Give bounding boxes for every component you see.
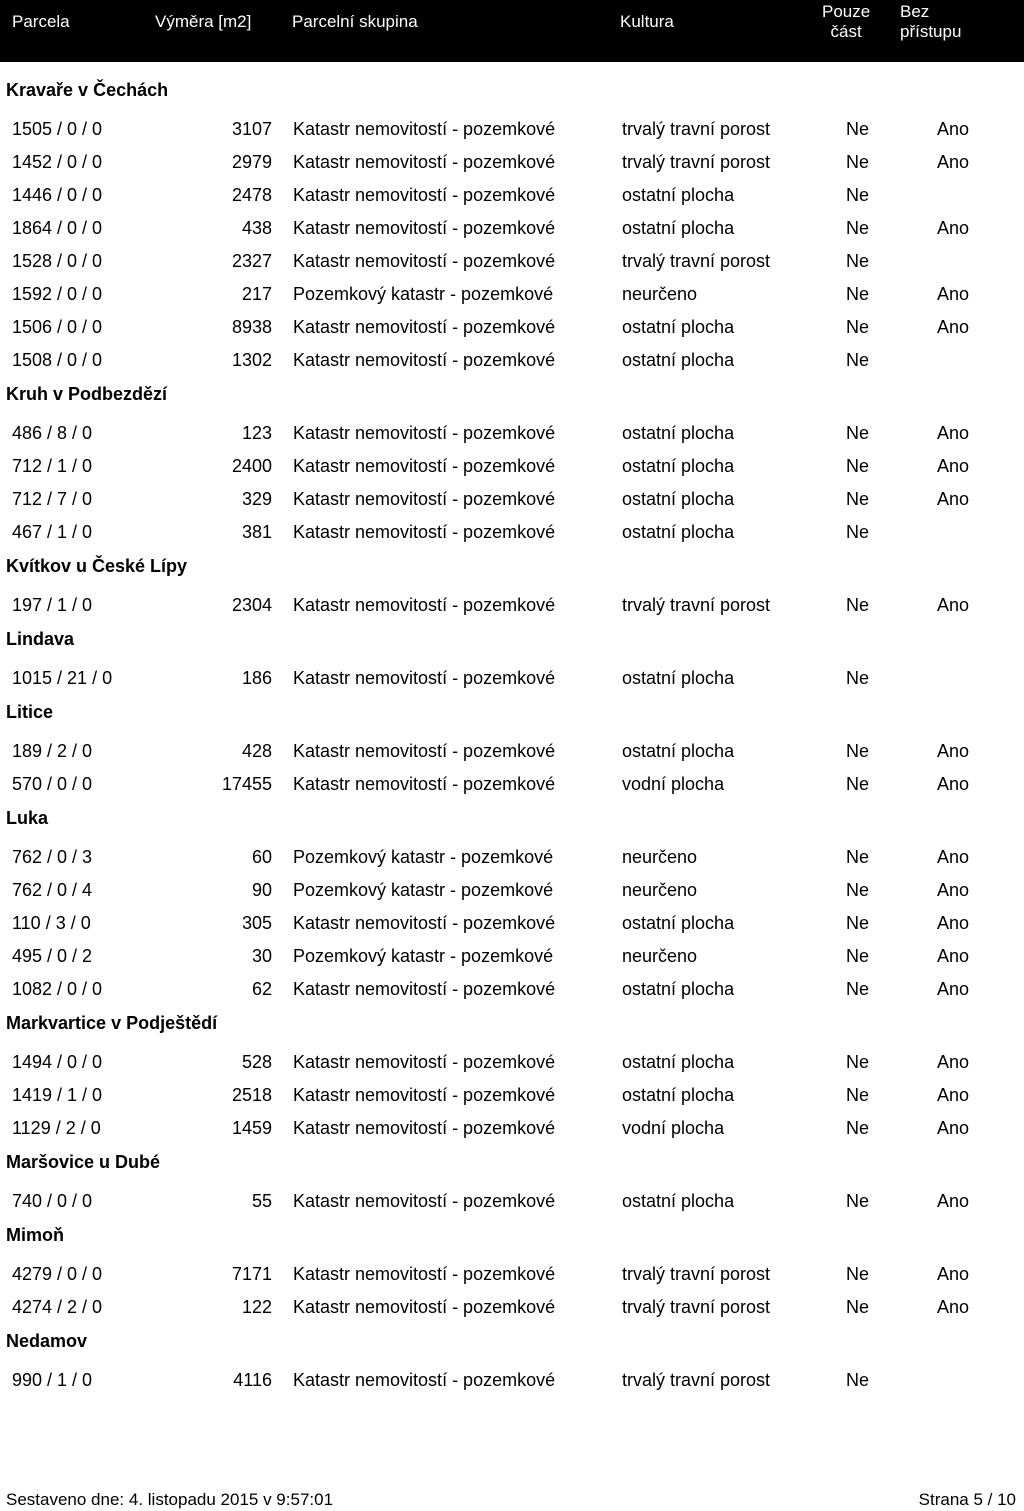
- table-header: [0, 0, 1024, 62]
- cell-bez: Ano: [937, 1085, 970, 1105]
- cell-parcela: 110 / 3 / 0: [12, 913, 91, 933]
- cell-pouze: Ne: [846, 456, 870, 476]
- cell-kultura: neurčeno: [622, 880, 698, 900]
- cell-parcela: 486 / 8 / 0: [12, 423, 93, 443]
- cell-pouze: Ne: [846, 913, 870, 933]
- cell-vymera: 2400: [231, 456, 272, 476]
- cell-kultura: trvalý travní porost: [622, 1297, 771, 1317]
- cell-parcela: 570 / 0 / 0: [12, 774, 93, 794]
- parcel-row: [0, 182, 1024, 215]
- header-kultura: Kultura: [620, 12, 674, 31]
- cell-skupina: Katastr nemovitostí - pozemkové: [293, 456, 556, 476]
- footer-date: Sestaveno dne: 4. listopadu 2015 v 9:57:01: [6, 1490, 334, 1509]
- cell-vymera: 381: [241, 522, 272, 542]
- cell-pouze: Ne: [846, 317, 870, 337]
- parcel-row: [0, 1049, 1024, 1082]
- cell-bez: Ano: [937, 1052, 970, 1072]
- cell-vymera: 528: [241, 1052, 272, 1072]
- cell-vymera: 2478: [231, 185, 272, 205]
- cadastral-area-name: Lindava: [6, 629, 75, 649]
- cell-vymera: 122: [241, 1297, 272, 1317]
- cell-pouze: Ne: [846, 423, 870, 443]
- cell-bez: Ano: [937, 913, 970, 933]
- cadastral-area-heading: [0, 625, 1024, 665]
- header-pouze-line1: Pouze: [822, 2, 871, 21]
- parcel-row: [0, 281, 1024, 314]
- cell-parcela: 1506 / 0 / 0: [12, 317, 103, 337]
- cell-parcela: 1864 / 0 / 0: [12, 218, 103, 238]
- parcel-row: [0, 1367, 1024, 1400]
- cell-vymera: 305: [241, 913, 272, 933]
- cell-bez: Ano: [937, 119, 970, 139]
- cell-kultura: ostatní plocha: [622, 913, 735, 933]
- cell-kultura: ostatní plocha: [622, 423, 735, 443]
- cell-kultura: vodní plocha: [622, 1118, 725, 1138]
- cell-skupina: Katastr nemovitostí - pozemkové: [293, 1191, 556, 1211]
- cell-kultura: ostatní plocha: [622, 1052, 735, 1072]
- cell-kultura: trvalý travní porost: [622, 251, 771, 271]
- cell-vymera: 217: [241, 284, 272, 304]
- cell-skupina: Katastr nemovitostí - pozemkové: [293, 1370, 556, 1390]
- cell-parcela: 762 / 0 / 4: [12, 880, 93, 900]
- parcel-row: [0, 910, 1024, 943]
- cell-vymera: 428: [241, 741, 272, 761]
- cell-kultura: ostatní plocha: [622, 1085, 735, 1105]
- cell-pouze: Ne: [846, 1370, 870, 1390]
- cell-parcela: 1528 / 0 / 0: [12, 251, 103, 271]
- cell-vymera: 1302: [231, 350, 272, 370]
- parcel-row: [0, 486, 1024, 519]
- cell-skupina: Katastr nemovitostí - pozemkové: [293, 350, 556, 370]
- parcel-row: [0, 420, 1024, 453]
- page-footer: [0, 1490, 1024, 1511]
- cell-pouze: Ne: [846, 1191, 870, 1211]
- cell-parcela: 1015 / 21 / 0: [12, 668, 113, 688]
- parcel-row: [0, 976, 1024, 1009]
- cell-kultura: ostatní plocha: [622, 456, 735, 476]
- cell-vymera: 2304: [231, 595, 272, 615]
- cell-pouze: Ne: [846, 979, 870, 999]
- cell-pouze: Ne: [846, 668, 870, 688]
- cell-pouze: Ne: [846, 1264, 870, 1284]
- cell-pouze: Ne: [846, 218, 870, 238]
- cell-vymera: 123: [241, 423, 272, 443]
- cell-bez: Ano: [937, 1297, 970, 1317]
- cell-parcela: 712 / 7 / 0: [12, 489, 93, 509]
- cell-bez: Ano: [937, 284, 970, 304]
- cell-bez: Ano: [937, 595, 970, 615]
- cell-bez: Ano: [937, 1191, 970, 1211]
- cell-vymera: 2979: [231, 152, 272, 172]
- cell-parcela: 189 / 2 / 0: [12, 741, 93, 761]
- cell-vymera: 30: [251, 946, 272, 966]
- parcel-row: [0, 149, 1024, 182]
- parcel-row: [0, 1294, 1024, 1327]
- cell-kultura: trvalý travní porost: [622, 1370, 771, 1390]
- footer-page-number: Strana 5 / 10: [918, 1490, 1016, 1509]
- cell-pouze: Ne: [846, 595, 870, 615]
- cell-pouze: Ne: [846, 251, 870, 271]
- cadastral-area-heading: [0, 76, 1024, 116]
- cell-kultura: ostatní plocha: [622, 218, 735, 238]
- cadastral-area-name: Maršovice u Dubé: [6, 1152, 161, 1172]
- header-parcela: Parcela: [12, 12, 70, 31]
- cell-skupina: Katastr nemovitostí - pozemkové: [293, 1052, 556, 1072]
- cadastral-area-heading: [0, 1148, 1024, 1188]
- cell-vymera: 3107: [231, 119, 272, 139]
- cell-vymera: 60: [251, 847, 272, 867]
- parcel-row: [0, 943, 1024, 976]
- cell-skupina: Katastr nemovitostí - pozemkové: [293, 1085, 556, 1105]
- cell-skupina: Katastr nemovitostí - pozemkové: [293, 185, 556, 205]
- cell-bez: Ano: [937, 1264, 970, 1284]
- cell-kultura: neurčeno: [622, 946, 698, 966]
- cadastral-area-name: Nedamov: [6, 1331, 88, 1351]
- cell-bez: Ano: [937, 741, 970, 761]
- cell-vymera: 329: [241, 489, 272, 509]
- cell-kultura: ostatní plocha: [622, 350, 735, 370]
- cell-pouze: Ne: [846, 946, 870, 966]
- cell-pouze: Ne: [846, 847, 870, 867]
- cell-parcela: 990 / 1 / 0: [12, 1370, 93, 1390]
- cell-bez: Ano: [937, 847, 970, 867]
- cell-pouze: Ne: [846, 350, 870, 370]
- parcel-row: [0, 1188, 1024, 1221]
- cadastral-area-name: Kvítkov u České Lípy: [6, 556, 188, 576]
- cell-vymera: 8938: [231, 317, 272, 337]
- cell-parcela: 762 / 0 / 3: [12, 847, 93, 867]
- cadastral-area-heading: [0, 380, 1024, 420]
- cell-skupina: Katastr nemovitostí - pozemkové: [293, 668, 556, 688]
- cell-vymera: 2518: [231, 1085, 272, 1105]
- cell-kultura: ostatní plocha: [622, 522, 735, 542]
- cell-skupina: Katastr nemovitostí - pozemkové: [293, 1297, 556, 1317]
- cadastral-area-heading: [0, 552, 1024, 592]
- cell-bez: Ano: [937, 218, 970, 238]
- cell-vymera: 438: [241, 218, 272, 238]
- parcel-row: [0, 771, 1024, 804]
- cell-parcela: 1508 / 0 / 0: [12, 350, 103, 370]
- cell-bez: Ano: [937, 152, 970, 172]
- cell-vymera: 55: [251, 1191, 272, 1211]
- cell-skupina: Katastr nemovitostí - pozemkové: [293, 741, 556, 761]
- header-bez: [900, 2, 961, 42]
- cadastral-area-name: Markvartice v Podještědí: [6, 1013, 218, 1033]
- cell-kultura: ostatní plocha: [622, 741, 735, 761]
- header-bez-line1: Bez: [900, 2, 930, 21]
- cell-skupina: Katastr nemovitostí - pozemkové: [293, 522, 556, 542]
- cell-bez: Ano: [937, 979, 970, 999]
- cell-skupina: Katastr nemovitostí - pozemkové: [293, 251, 556, 271]
- cell-kultura: vodní plocha: [622, 774, 725, 794]
- cell-kultura: trvalý travní porost: [622, 1264, 771, 1284]
- cell-vymera: 2327: [231, 251, 272, 271]
- cell-bez: Ano: [937, 946, 970, 966]
- cell-skupina: Katastr nemovitostí - pozemkové: [293, 595, 556, 615]
- cell-skupina: Katastr nemovitostí - pozemkové: [293, 218, 556, 238]
- cell-kultura: trvalý travní porost: [622, 152, 771, 172]
- cell-pouze: Ne: [846, 152, 870, 172]
- cell-kultura: neurčeno: [622, 847, 698, 867]
- parcel-row: [0, 592, 1024, 625]
- cell-pouze: Ne: [846, 774, 870, 794]
- cell-vymera: 90: [251, 880, 272, 900]
- cell-pouze: Ne: [846, 1297, 870, 1317]
- cadastral-area-heading: [0, 1009, 1024, 1049]
- cell-bez: Ano: [937, 423, 970, 443]
- cell-skupina: Katastr nemovitostí - pozemkové: [293, 979, 556, 999]
- cell-kultura: trvalý travní porost: [622, 595, 771, 615]
- cell-kultura: ostatní plocha: [622, 1191, 735, 1211]
- cell-skupina: Pozemkový katastr - pozemkové: [293, 847, 554, 867]
- cell-parcela: 467 / 1 / 0: [12, 522, 93, 542]
- cell-pouze: Ne: [846, 1052, 870, 1072]
- cadastral-area-heading: [0, 1221, 1024, 1261]
- cell-pouze: Ne: [846, 119, 870, 139]
- cell-skupina: Pozemkový katastr - pozemkové: [293, 946, 554, 966]
- cell-parcela: 712 / 1 / 0: [12, 456, 93, 476]
- cell-bez: Ano: [937, 880, 970, 900]
- cell-pouze: Ne: [846, 489, 870, 509]
- cell-pouze: Ne: [846, 284, 870, 304]
- cell-bez: Ano: [937, 1118, 970, 1138]
- cadastral-area-heading: [0, 1327, 1024, 1367]
- cadastral-area-name: Mimoň: [6, 1225, 64, 1245]
- cell-vymera: 1459: [231, 1118, 272, 1138]
- cadastral-area-heading: [0, 804, 1024, 844]
- header-bez-line2: přístupu: [900, 22, 962, 41]
- cell-pouze: Ne: [846, 1085, 870, 1105]
- cell-skupina: Pozemkový katastr - pozemkové: [293, 880, 554, 900]
- parcel-row: [0, 347, 1024, 380]
- cadastral-area-heading: [0, 698, 1024, 738]
- cell-skupina: Katastr nemovitostí - pozemkové: [293, 423, 556, 443]
- cell-parcela: 4274 / 2 / 0: [12, 1297, 103, 1317]
- parcel-row: [0, 248, 1024, 281]
- header-vymera: Výměra [m2]: [155, 12, 252, 31]
- parcel-row: [0, 844, 1024, 877]
- cell-bez: Ano: [937, 489, 970, 509]
- cell-vymera: 17455: [221, 774, 272, 794]
- cell-kultura: ostatní plocha: [622, 317, 735, 337]
- parcel-row: [0, 314, 1024, 347]
- parcel-row: [0, 519, 1024, 552]
- parcel-row: [0, 1082, 1024, 1115]
- cadastral-area-name: Litice: [6, 702, 54, 722]
- cell-bez: Ano: [937, 317, 970, 337]
- cell-parcela: 1494 / 0 / 0: [12, 1052, 103, 1072]
- cell-skupina: Katastr nemovitostí - pozemkové: [293, 774, 556, 794]
- parcel-row: [0, 1115, 1024, 1148]
- cadastral-area-name: Luka: [6, 808, 49, 828]
- cell-parcela: 1419 / 1 / 0: [12, 1085, 103, 1105]
- cadastral-area-name: Kravaře v Čechách: [6, 80, 169, 100]
- cell-skupina: Katastr nemovitostí - pozemkové: [293, 317, 556, 337]
- cell-vymera: 186: [241, 668, 272, 688]
- cell-kultura: neurčeno: [622, 284, 698, 304]
- cell-parcela: 197 / 1 / 0: [12, 595, 93, 615]
- cell-pouze: Ne: [846, 880, 870, 900]
- parcel-row: [0, 877, 1024, 910]
- cell-kultura: ostatní plocha: [622, 185, 735, 205]
- parcel-row: [0, 215, 1024, 248]
- cell-parcela: 1446 / 0 / 0: [12, 185, 103, 205]
- header-skupina: Parcelní skupina: [292, 12, 418, 31]
- cell-skupina: Katastr nemovitostí - pozemkové: [293, 1264, 556, 1284]
- header-pouze-line2: část: [830, 22, 862, 41]
- cell-skupina: Katastr nemovitostí - pozemkové: [293, 1118, 556, 1138]
- cell-kultura: ostatní plocha: [622, 668, 735, 688]
- cell-parcela: 495 / 0 / 2: [12, 946, 93, 966]
- cell-kultura: ostatní plocha: [622, 979, 735, 999]
- parcel-row: [0, 1261, 1024, 1294]
- cell-vymera: 62: [251, 979, 272, 999]
- cell-parcela: 1082 / 0 / 0: [12, 979, 103, 999]
- cell-skupina: Katastr nemovitostí - pozemkové: [293, 119, 556, 139]
- cell-parcela: 1452 / 0 / 0: [12, 152, 103, 172]
- parcel-row: [0, 665, 1024, 698]
- header-pouze: [822, 2, 870, 42]
- cell-skupina: Pozemkový katastr - pozemkové: [293, 284, 554, 304]
- cadastral-area-name: Kruh v Podbezdězí: [6, 384, 168, 404]
- cell-skupina: Katastr nemovitostí - pozemkové: [293, 913, 556, 933]
- cell-pouze: Ne: [846, 741, 870, 761]
- cell-pouze: Ne: [846, 1118, 870, 1138]
- cell-parcela: 1505 / 0 / 0: [12, 119, 103, 139]
- parcel-row: [0, 116, 1024, 149]
- cell-skupina: Katastr nemovitostí - pozemkové: [293, 152, 556, 172]
- cell-skupina: Katastr nemovitostí - pozemkové: [293, 489, 556, 509]
- parcel-row: [0, 453, 1024, 486]
- cell-parcela: 4279 / 0 / 0: [12, 1264, 103, 1284]
- cell-pouze: Ne: [846, 522, 870, 542]
- cell-vymera: 7171: [231, 1264, 272, 1284]
- cell-pouze: Ne: [846, 185, 870, 205]
- cell-parcela: 1592 / 0 / 0: [12, 284, 103, 304]
- cell-parcela: 740 / 0 / 0: [12, 1191, 93, 1211]
- parcel-row: [0, 738, 1024, 771]
- cell-bez: Ano: [937, 774, 970, 794]
- cell-bez: Ano: [937, 456, 970, 476]
- parcel-list: [0, 76, 1024, 1400]
- cell-kultura: ostatní plocha: [622, 489, 735, 509]
- cell-vymera: 4116: [233, 1370, 272, 1390]
- cell-kultura: trvalý travní porost: [622, 119, 771, 139]
- cell-parcela: 1129 / 2 / 0: [12, 1118, 101, 1138]
